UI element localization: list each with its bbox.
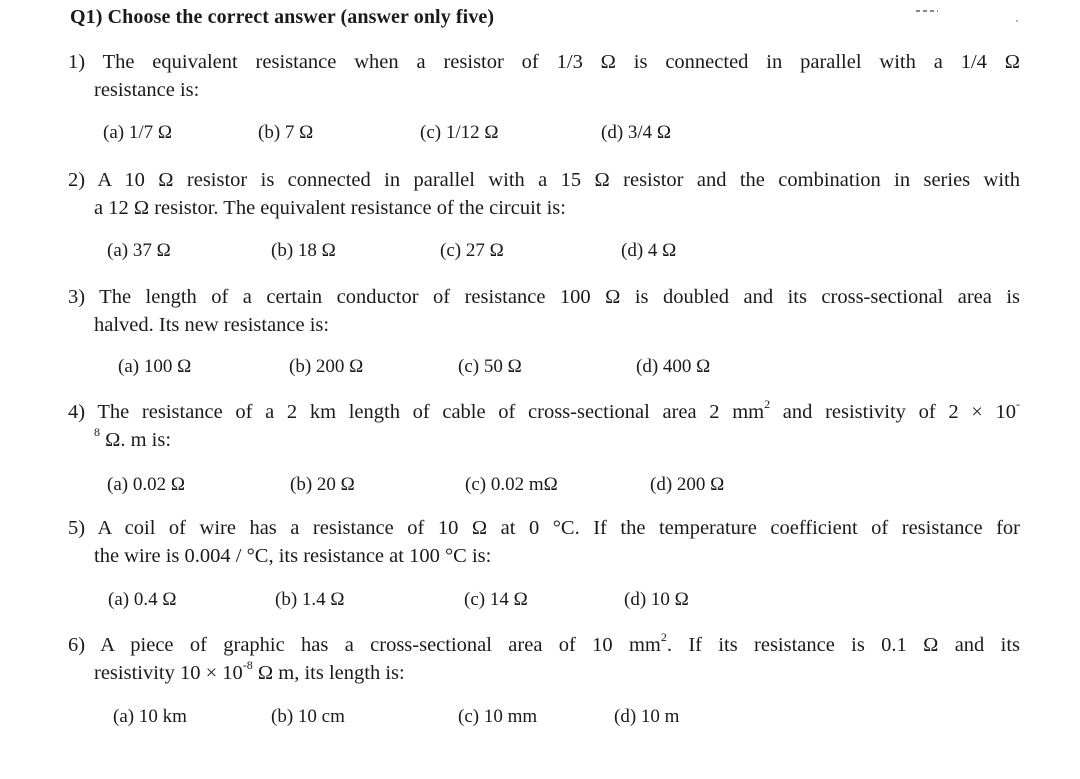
question-3-line1: 3) The length of a certain conductor of resistance 100 Ω is doubled and its cross-sectional area is [68, 286, 1020, 308]
question-4-line1 [68, 398, 1020, 426]
option-b[interactable]: (b) 10 cm [271, 706, 345, 727]
option-c[interactable]: (c) 1/12 Ω [420, 122, 499, 143]
question-6-exponent: -8 [242, 658, 253, 673]
question-4-line2-text: Ω. m is: [100, 429, 172, 451]
option-b[interactable]: (b) 20 Ω [290, 474, 355, 495]
question-2-line2: a 12 Ω resistor. The equivalent resistance of the circuit is: [94, 197, 566, 219]
option-b[interactable]: (b) 7 Ω [258, 122, 314, 143]
question-4-exponent-digit: 8 [94, 425, 100, 440]
option-a[interactable]: (a) 0.02 Ω [107, 474, 185, 495]
question-6 [68, 631, 1020, 687]
question-6-squared: 2 [660, 630, 667, 645]
question-5 [68, 514, 1020, 570]
scan-dot [1016, 20, 1018, 22]
option-d[interactable]: (d) 10 m [614, 706, 680, 727]
question-3 [68, 283, 1020, 339]
question-6-line2 [68, 659, 1020, 687]
question-5-line1: 5) A coil of wire has a resistance of 10 Ω at 0 °C. If the temperature coefficient of resistance for [68, 517, 1020, 539]
option-c[interactable]: (c) 50 Ω [458, 356, 522, 377]
question-1 [68, 48, 1020, 104]
option-a[interactable]: (a) 0.4 Ω [108, 589, 177, 610]
option-a[interactable]: (a) 1/7 Ω [103, 122, 172, 143]
question-6-line2-start: resistivity 10 × 10 [94, 662, 243, 684]
option-d[interactable]: (d) 200 Ω [650, 474, 725, 495]
option-b[interactable]: (b) 200 Ω [289, 356, 364, 377]
question-4-squared: 2 [764, 397, 771, 412]
option-c[interactable]: (c) 27 Ω [440, 240, 504, 261]
option-d[interactable]: (d) 3/4 Ω [601, 122, 672, 143]
question-1-line1: 1) The equivalent resistance when a resistor of 1/3 Ω is connected in parallel with a 1/4 Ω [68, 51, 1020, 73]
question-2-line1: 2) A 10 Ω resistor is connected in parallel with a 15 Ω resistor and the combination in series with [68, 169, 1020, 191]
question-6-line1-start: 6) A piece of graphic has a cross-sectional area of 10 mm [68, 634, 661, 656]
section-title: Q1) Choose the correct answer (answer only five) [70, 6, 495, 28]
option-b[interactable]: (b) 18 Ω [271, 240, 336, 261]
option-c[interactable]: (c) 14 Ω [464, 589, 528, 610]
question-2 [68, 166, 1020, 222]
question-4-line2 [68, 426, 1020, 454]
option-a[interactable]: (a) 37 Ω [107, 240, 171, 261]
option-d[interactable]: (d) 10 Ω [624, 589, 689, 610]
question-6-line2-end: Ω m, its length is: [252, 662, 405, 684]
question-6-line1 [68, 631, 1020, 659]
question-6-line1-end: . If its resistance is 0.1 Ω and its [666, 634, 1021, 656]
question-4-line1-start: 4) The resistance of a 2 km length of cable of cross-sectional area 2 mm [68, 401, 765, 423]
option-c[interactable]: (c) 0.02 mΩ [465, 474, 558, 495]
option-d[interactable]: (d) 4 Ω [621, 240, 677, 261]
scan-mark [916, 10, 938, 12]
question-3-line2: halved. Its new resistance is: [94, 314, 330, 336]
question-4-line1-end: and resistivity of 2 × 10 [770, 401, 1016, 423]
option-b[interactable]: (b) 1.4 Ω [275, 589, 345, 610]
question-4-exponent-sign: - [1016, 397, 1020, 412]
option-a[interactable]: (a) 10 km [113, 706, 187, 727]
option-d[interactable]: (d) 400 Ω [636, 356, 711, 377]
option-c[interactable]: (c) 10 mm [458, 706, 538, 727]
question-4 [68, 398, 1020, 454]
question-5-line2: the wire is 0.004 / °C, its resistance at 100 °C is: [94, 545, 492, 567]
question-1-line2: resistance is: [94, 79, 200, 101]
option-a[interactable]: (a) 100 Ω [118, 356, 192, 377]
